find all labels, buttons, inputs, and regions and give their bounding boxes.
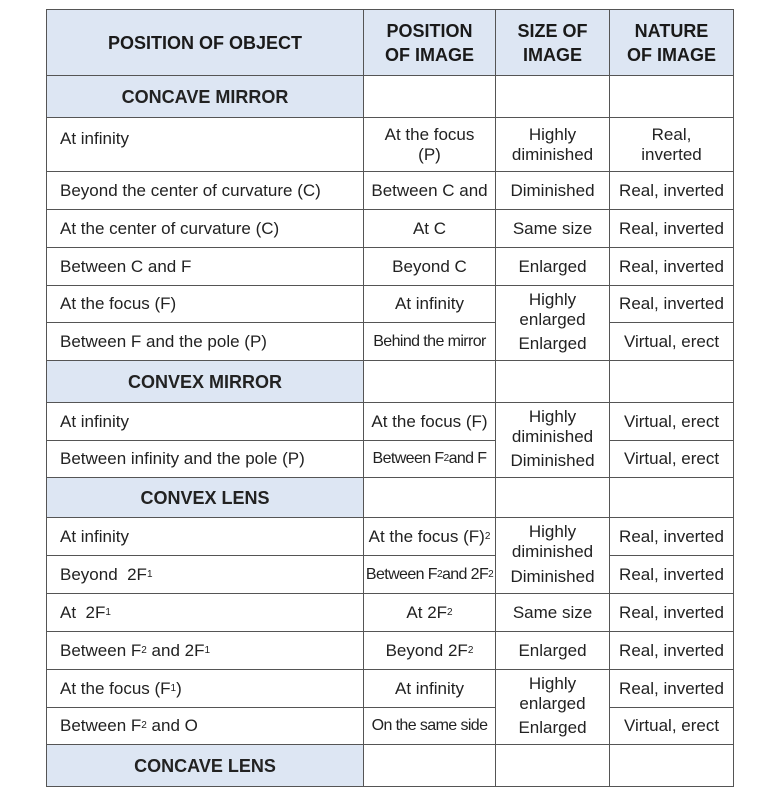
object-position bbox=[46, 593, 364, 632]
text-line: enlarged bbox=[519, 310, 586, 329]
section-row-convex-lens bbox=[46, 477, 734, 518]
image-position: At infinity bbox=[363, 669, 496, 708]
subscript: 2 bbox=[467, 644, 474, 656]
image-nature: Real, inverted bbox=[609, 247, 734, 286]
image-size: Same size bbox=[495, 593, 610, 632]
section-title: CONVEX MIRROR bbox=[46, 360, 364, 403]
image-size: Enlarged bbox=[495, 247, 610, 286]
text-part: At the focus (F) bbox=[368, 526, 485, 546]
image-position bbox=[363, 117, 496, 172]
header-label: IMAGE bbox=[522, 44, 582, 65]
object-position: Beyond the center of curvature (C) bbox=[46, 171, 364, 210]
subscript: 2 bbox=[141, 644, 147, 656]
image-size: Diminished bbox=[510, 567, 595, 586]
subscript: 1 bbox=[170, 682, 177, 694]
image-size: Enlarged bbox=[518, 718, 587, 737]
object-position: At infinity bbox=[46, 402, 364, 441]
header-label: OF IMAGE bbox=[385, 44, 474, 65]
image-size: Enlarged bbox=[518, 334, 587, 353]
object-position bbox=[46, 631, 364, 670]
image-position bbox=[363, 631, 496, 670]
image-nature: Real, inverted bbox=[609, 555, 734, 594]
text-part: ) bbox=[176, 678, 182, 698]
merged-size-cells bbox=[46, 669, 734, 745]
image-nature: Virtual, erect bbox=[609, 402, 734, 441]
image-nature bbox=[609, 117, 734, 172]
image-size bbox=[512, 522, 593, 562]
header-size-of-image bbox=[495, 9, 610, 76]
text-part: At 2F bbox=[60, 602, 106, 622]
table-row bbox=[46, 631, 734, 670]
image-size-merged bbox=[495, 402, 610, 478]
object-position: At infinity bbox=[46, 517, 364, 556]
empty-cell bbox=[609, 360, 734, 403]
image-size: Diminished bbox=[495, 171, 610, 210]
text-part: Between F bbox=[372, 450, 444, 467]
header-label: NATURE bbox=[634, 20, 709, 41]
subscript: 2 bbox=[443, 453, 449, 464]
empty-cell bbox=[609, 75, 734, 118]
image-nature: Real, inverted bbox=[609, 631, 734, 670]
subscript: 1 bbox=[204, 644, 211, 656]
text-part: and O bbox=[146, 716, 198, 735]
image-size bbox=[495, 117, 610, 172]
text-part: Beyond 2F bbox=[385, 640, 468, 660]
section-row-concave-mirror bbox=[46, 75, 734, 118]
image-position: At C bbox=[363, 209, 496, 248]
image-size-merged bbox=[495, 285, 610, 361]
subscript: 2 bbox=[141, 720, 147, 731]
table-row bbox=[46, 247, 734, 286]
image-nature: Real, inverted bbox=[609, 669, 734, 708]
section-title: CONCAVE MIRROR bbox=[46, 75, 364, 118]
header-row bbox=[46, 9, 734, 76]
text-line: Highly bbox=[528, 522, 577, 541]
empty-cell bbox=[495, 744, 610, 787]
text-line: At the focus bbox=[384, 124, 475, 144]
header-position-of-object bbox=[46, 9, 364, 76]
text-part: At the focus (F bbox=[60, 678, 171, 698]
image-size: Enlarged bbox=[495, 631, 610, 670]
subscript: 1 bbox=[146, 568, 153, 580]
empty-cell bbox=[495, 75, 610, 118]
text-line: (P) bbox=[418, 144, 441, 164]
subscript: 2 bbox=[447, 606, 453, 618]
object-position: At the focus (F) bbox=[46, 285, 364, 323]
text-part: Beyond 2F bbox=[60, 564, 147, 584]
text-part: and 2F bbox=[146, 640, 205, 660]
image-position: Between C and bbox=[363, 171, 496, 210]
table-row bbox=[46, 117, 734, 172]
header-label: SIZE OF bbox=[517, 20, 588, 41]
image-position: Behind the mirror bbox=[363, 322, 496, 361]
text-line: diminished bbox=[511, 144, 594, 164]
header-position-of-image bbox=[363, 9, 496, 76]
image-nature: Real, inverted bbox=[609, 593, 734, 632]
object-position: At infinity bbox=[46, 117, 364, 172]
image-nature: Real, inverted bbox=[609, 171, 734, 210]
image-size-merged bbox=[495, 517, 610, 594]
image-position: At the focus (F) bbox=[363, 402, 496, 441]
empty-cell bbox=[495, 477, 610, 518]
text-line: diminished bbox=[511, 542, 594, 561]
text-line: diminished bbox=[511, 427, 594, 446]
image-size bbox=[512, 407, 593, 447]
header-label: OF IMAGE bbox=[627, 44, 716, 65]
image-size bbox=[519, 290, 585, 330]
subscript: 2 bbox=[484, 530, 491, 542]
text-part: and F bbox=[448, 450, 487, 467]
empty-cell bbox=[609, 477, 734, 518]
text-line: Highly bbox=[528, 124, 577, 144]
text-line: inverted bbox=[641, 144, 702, 164]
image-size: Diminished bbox=[510, 451, 595, 470]
section-row-concave-lens bbox=[46, 744, 734, 787]
image-position bbox=[363, 593, 496, 632]
subscript: 1 bbox=[105, 606, 111, 618]
empty-cell bbox=[363, 75, 496, 118]
image-position: Beyond C bbox=[363, 247, 496, 286]
empty-cell bbox=[363, 477, 496, 518]
object-position: At the center of curvature (C) bbox=[46, 209, 364, 248]
image-position: At infinity bbox=[363, 285, 496, 323]
object-position: Between infinity and the pole (P) bbox=[46, 440, 364, 478]
text-part: and 2F bbox=[441, 565, 489, 583]
text-part: Between F bbox=[60, 716, 142, 735]
section-title: CONCAVE LENS bbox=[46, 744, 364, 787]
image-size: Same size bbox=[495, 209, 610, 248]
table-row bbox=[46, 171, 734, 210]
text-line: Highly bbox=[528, 407, 577, 426]
image-nature: Virtual, erect bbox=[609, 440, 734, 478]
image-nature: Real, inverted bbox=[609, 209, 734, 248]
empty-cell bbox=[363, 360, 496, 403]
text-line: Highly bbox=[528, 290, 577, 309]
table-row bbox=[46, 593, 734, 632]
image-position: On the same side bbox=[363, 707, 496, 745]
text-part: Between F bbox=[60, 640, 142, 660]
subscript: 2 bbox=[488, 568, 494, 580]
subscript: 2 bbox=[436, 568, 442, 580]
table-row bbox=[46, 209, 734, 248]
object-position: Between C and F bbox=[46, 247, 364, 286]
text-part: At 2F bbox=[406, 602, 448, 622]
image-size-merged bbox=[495, 669, 610, 745]
merged-size-cells bbox=[46, 517, 734, 594]
merged-size-cells bbox=[46, 285, 734, 361]
section-row-convex-mirror bbox=[46, 360, 734, 403]
object-position: Between F and the pole (P) bbox=[46, 322, 364, 361]
image-nature: Real, inverted bbox=[609, 285, 734, 323]
image-size bbox=[519, 674, 585, 714]
empty-cell bbox=[495, 360, 610, 403]
header-nature-of-image bbox=[609, 9, 734, 76]
section-title: CONVEX LENS bbox=[46, 477, 364, 518]
text-part: Between F bbox=[365, 565, 437, 583]
image-nature: Virtual, erect bbox=[609, 707, 734, 745]
text-line: enlarged bbox=[519, 694, 586, 713]
header-label: POSITION OF OBJECT bbox=[107, 32, 303, 53]
empty-cell bbox=[363, 744, 496, 787]
empty-cell bbox=[609, 744, 734, 787]
merged-size-cells bbox=[46, 402, 734, 478]
text-line: Highly bbox=[528, 674, 577, 693]
header-label: POSITION bbox=[386, 20, 473, 41]
text-line: Real, bbox=[651, 124, 692, 144]
image-nature: Real, inverted bbox=[609, 517, 734, 556]
image-nature: Virtual, erect bbox=[609, 322, 734, 361]
